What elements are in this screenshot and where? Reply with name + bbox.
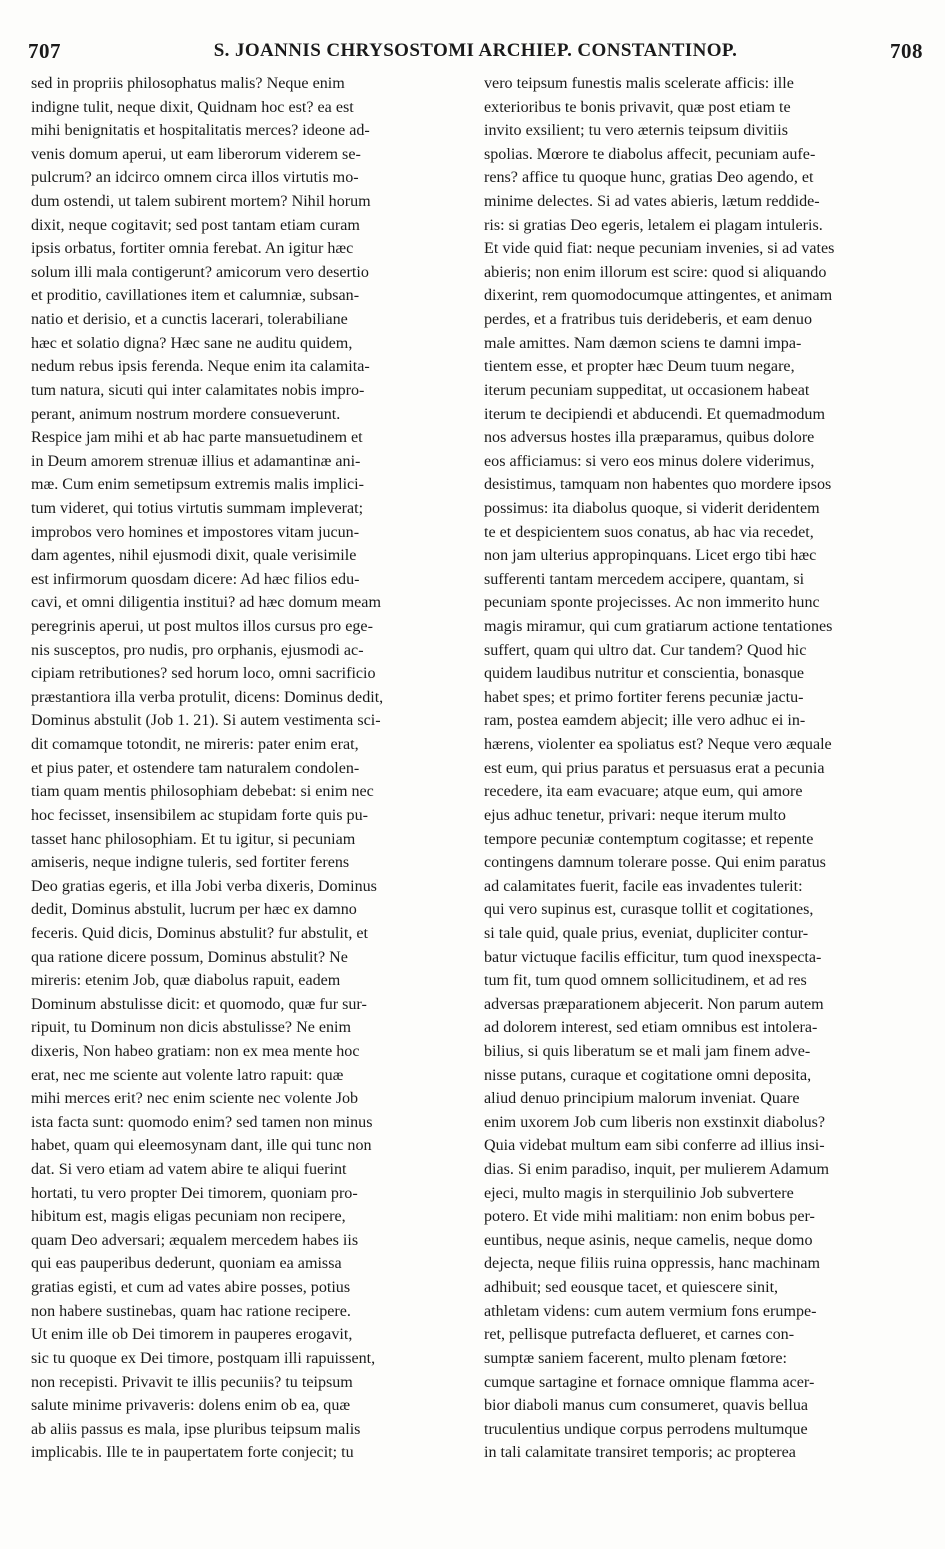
- text-line: qua ratione dicere possum, Dominus abstulit? Ne: [31, 948, 348, 966]
- page-header: [28, 36, 923, 66]
- text-line: erat, nec me sciente aut volente latro rapuit: quæ: [31, 1066, 344, 1084]
- text-line: nedum rebus ipsis ferenda. Neque enim ita calamita-: [31, 358, 370, 376]
- text-line: truculentius undique corpus perrodens multumque: [484, 1420, 808, 1438]
- text-line: tum fit, tum quod omnem sollicitudinem, et ad res: [484, 972, 807, 990]
- text-line: non habere sustinebas, quam hac ratione recipere.: [31, 1302, 351, 1320]
- text-line: Et vide quid fiat: neque pecuniam invenies, si ad vates: [484, 240, 835, 258]
- text-line: solum illi mala contigerunt? amicorum vero desertio: [31, 263, 369, 281]
- text-line: dum ostendi, ut talem subirent mortem? Nihil horum: [31, 193, 371, 211]
- running-title: S. JOANNIS CHRYSOSTOMI ARCHIEP. CONSTANTINOP.: [213, 40, 738, 61]
- text-line: adversas præparationem abjecerit. Non parum autem: [484, 995, 824, 1013]
- text-line: bior diaboli manus cum consumeret, quavis bellua: [484, 1397, 809, 1415]
- text-line: tientem esse, et propter hæc Deum tuum negare,: [484, 358, 795, 376]
- text-line: exterioribus te bonis privavit, quæ post etiam te: [484, 98, 791, 116]
- text-line: cipiam retributiones? sed horum loco, omni sacrificio: [31, 665, 376, 683]
- right-page-number: 708: [890, 38, 923, 63]
- text-line: Dominum abstulisse dicit: et quomodo, quæ fur sur-: [31, 995, 367, 1013]
- text-line: qui eas pauperibus dederunt, quoniam ea amissa: [31, 1255, 342, 1273]
- text-line: ejus adhuc tenetur, privari: neque iterum multo: [484, 806, 786, 824]
- text-line: possimus: ita diabolus quoque, si viderit deridentem: [484, 499, 820, 517]
- text-line: desistimus, tamquam non habentes quo mordere ipsos: [484, 476, 832, 494]
- text-line: venis domum aperui, ut eam liberorum viderem se-: [31, 145, 361, 163]
- text-line: dat. Si vero etiam ad vatem abire te aliqui fuerint: [31, 1161, 347, 1179]
- text-line: et proditio, cavillationes item et calumniæ, subsan-: [31, 287, 360, 305]
- text-line: gratias egisti, et cum ad vates abire posses, potius: [31, 1279, 351, 1297]
- text-line: hærens, violenter ea spoliatus est? Neque vero æquale: [484, 736, 832, 754]
- text-line: suffert, quam qui ultro dat. Cur tandem? Quod hic: [484, 641, 807, 659]
- text-line: sed in propriis philosophatus malis? Neque enim: [31, 75, 345, 92]
- text-line: potero. Et vide mihi malitiam: non enim bobus per-: [484, 1208, 815, 1226]
- text-line: sumptæ saniem facerent, multo plenam fœtore:: [484, 1349, 788, 1367]
- text-line: eos afficiamus: si vero eos minus dolere viderimus,: [484, 452, 815, 470]
- text-line: perant, animum nostrum mordere consueverunt.: [31, 405, 341, 423]
- text-line: salute minime privaveris: dolens enim ob ea, quæ: [31, 1397, 351, 1415]
- text-line: tiam quam mentis philosophiam debebat: si enim nec: [31, 783, 374, 801]
- text-line: spolias. Mœrore te diabolus affecit, pecuniam aufe-: [484, 145, 816, 163]
- text-line: hoc fecisset, insensibilem ac stupidam forte quis pu-: [31, 806, 368, 824]
- text-line: improbos vero homines et impostores vitam jucun-: [31, 523, 360, 541]
- left-text-column: [31, 72, 453, 1465]
- text-line: ret, pellisque putrefacta deflueret, et carnes con-: [484, 1326, 795, 1344]
- text-line: adhibuit; sed eousque tacet, et quiescere sinit,: [484, 1279, 779, 1297]
- text-line: vero teipsum funestis malis scelerate afficis: ille: [484, 75, 794, 92]
- text-line: tum natura, sicuti qui inter calamitates nobis impro-: [31, 381, 365, 399]
- text-line: ista facta sunt: quomodo enim? sed tamen non minus: [31, 1113, 373, 1131]
- text-line: euntibus, neque asinis, neque camelis, neque domo: [484, 1231, 813, 1249]
- text-line: hibitum est, magis eligas pecuniam non recipere,: [31, 1208, 346, 1226]
- text-line: nisse putans, curaque et cogitatione omni deposita,: [484, 1066, 812, 1084]
- text-line: cumque sartagine et fornace omnique flamma acer-: [484, 1373, 815, 1391]
- text-line: sic tu quoque ex Dei timore, postquam illi rapuissent,: [31, 1349, 376, 1367]
- text-line: athletam videns: cum autem vermium fons erumpe-: [484, 1302, 817, 1320]
- text-line: Deo gratias egeris, et illa Jobi verba dixeris, Dominus: [31, 877, 377, 895]
- right-text-column: [484, 72, 904, 1465]
- text-line: indigne tulit, neque dixit, Quidnam hoc est? ea est: [31, 98, 354, 116]
- text-line: hæc et solatio digna? Hæc sane ne auditu quidem,: [31, 334, 353, 352]
- text-line: feceris. Quid dicis, Dominus abstulit? fur abstulit, et: [31, 924, 369, 942]
- text-line: dixerint, rem quomodocumque attingentes, et animam: [484, 287, 833, 305]
- column-gutter: [464, 78, 465, 1518]
- text-line: natio et derisio, et a cunctis lacerari, tolerabiliane: [31, 311, 348, 329]
- text-line: ejeci, multo magis in sterquilinio Job subvertere: [484, 1184, 794, 1202]
- text-line: dixit, neque cogitavit; sed post tantam etiam curam: [31, 216, 360, 234]
- text-line: nos adversus hostes illa præparamus, quibus dolore: [484, 429, 815, 447]
- text-line: quidem laudibus nutritur et conscientia, bonasque: [484, 665, 805, 683]
- text-line: amiseris, neque indigne tuleris, sed fortiter ferens: [31, 854, 350, 872]
- text-line: dam agentes, nihil ejusmodi dixit, quale verisimile: [31, 547, 357, 565]
- text-line: tum videret, qui totius virtutis summam impleverat;: [31, 499, 364, 517]
- text-line: mihi benignitatis et hospitalitatis merces? ideone ad-: [31, 122, 370, 140]
- text-line: in Deum amorem strenuæ illius et adamantinæ ani-: [31, 452, 361, 470]
- text-line: præstantiora illa verba protulit, dicens: Dominus dedit,: [31, 688, 384, 706]
- text-line: et pius pater, et ostendere tam naturalem condolen-: [31, 759, 360, 777]
- text-line: Dominus abstulit (Job 1. 21). Si autem vestimenta sci-: [31, 712, 381, 730]
- text-line: ris: si gratias Deo egeris, letalem ei plagam intuleris.: [484, 216, 823, 234]
- text-line: pulcrum? an idcirco omnem circa illos virtutis mo-: [31, 169, 359, 187]
- left-page-number: 707: [28, 38, 61, 63]
- text-line: sufferenti tantam mercedem accipere, quantam, si: [484, 570, 805, 588]
- text-line: iterum te decipiendi et abducendi. Et quemadmodum: [484, 405, 825, 423]
- text-line: quam Deo adversari; æqualem mercedem habes iis: [31, 1231, 359, 1249]
- text-line: minime delectes. Si ad vates abieris, lætum reddide-: [484, 193, 820, 211]
- text-line: magis miramur, qui cum gratiarum actione tentationes: [484, 618, 833, 636]
- text-line: ad dolorem interest, sed etiam omnibus est intolera-: [484, 1019, 818, 1037]
- text-line: invito exsilient; tu vero æternis teipsum divitiis: [484, 122, 788, 140]
- text-line: dias. Si enim paradiso, inquit, per mulierem Adamum: [484, 1161, 830, 1179]
- text-line: ad calamitates fuerit, facile eas invadentes tulerit:: [484, 877, 803, 895]
- text-line: iterum pecuniam suppeditat, ut occasionem habeat: [484, 381, 810, 399]
- text-line: contingens damnum tolerare posse. Qui enim paratus: [484, 854, 826, 872]
- text-line: perdes, et a fratribus tuis derideberis, et eam denuo: [484, 311, 813, 329]
- text-line: dejecta, neque filiis ruina oppressis, hanc machinam: [484, 1255, 821, 1273]
- text-line: bilius, si quis liberatum se et mali jam finem adve-: [484, 1042, 811, 1060]
- text-line: non jam ulterius appropinquans. Licet ergo tibi hæc: [484, 547, 817, 565]
- text-line: nis susceptos, pro nudis, pro orphanis, ejusmodi ac-: [31, 641, 364, 659]
- text-line: enim uxorem Job cum liberis non exstinxit diabolus?: [484, 1113, 826, 1131]
- text-line: Ut enim ille ob Dei timorem in pauperes erogavit,: [31, 1326, 353, 1344]
- text-line: Respice jam mihi et ab hac parte mansuetudinem et: [31, 429, 363, 447]
- text-line: Quia videbat multum eam sibi conferre ad illius insi-: [484, 1137, 825, 1155]
- text-line: ripuit, tu Dominum non dicis abstulisse? Ne enim: [31, 1019, 352, 1037]
- text-line: qui vero supinus est, curasque tollit et cogitationes,: [484, 901, 814, 919]
- text-line: abieris; non enim illorum est scire: quod si aliquando: [484, 263, 827, 281]
- text-line: tempore pecuniæ contemptum cogitasse; et repente: [484, 830, 814, 848]
- text-line: habet spes; et primo fortiter ferens pecuniæ jactu-: [484, 688, 804, 706]
- text-line: dit comamque totondit, ne mireris: pater enim erat,: [31, 736, 359, 754]
- text-line: hortati, tu vero propter Dei timorem, quoniam pro-: [31, 1184, 358, 1202]
- text-line: in tali calamitate transiret temporis; ac propterea: [484, 1444, 796, 1462]
- text-line: ipsis orbatus, fortiter omnia ferebat. An igitur hæc: [31, 240, 354, 258]
- text-line: ram, postea eamdem abjecit; ille vero adhuc ei in-: [484, 712, 806, 730]
- text-line: mihi merces erit? nec enim sciente nec volente Job: [31, 1090, 359, 1108]
- text-line: tasset hanc philosophiam. Et tu igitur, si pecuniam: [31, 830, 356, 848]
- text-line: implicabis. Ille te in paupertatem forte conjecit; tu: [31, 1444, 354, 1462]
- text-line: aliud denuo principium malorum inveniat. Quare: [484, 1090, 800, 1108]
- text-line: habet, quam qui eleemosynam dant, ille qui tunc non: [31, 1137, 372, 1155]
- text-line: te et despicientem suos conatus, ab hac via recedet,: [484, 523, 814, 541]
- text-line: mæ. Cum enim semetipsum extremis malis implici-: [31, 476, 365, 494]
- text-line: est eum, qui prius paratus et persuasus erat a pecunia: [484, 759, 825, 777]
- text-line: dedit, Dominus abstulit, lucrum per hæc ex damno: [31, 901, 357, 919]
- text-line: recedere, ita eam evacuare; atque eum, qui amore: [484, 783, 803, 801]
- text-line: rens? affice tu quoque hunc, gratias Deo agendo, et: [484, 169, 814, 187]
- text-line: peregrinis aperui, ut post multos illos cursus pro ege-: [31, 618, 373, 636]
- text-line: non recepisti. Privavit te illis pecuniis? tu teipsum: [31, 1373, 353, 1391]
- text-line: cavi, et omni diligentia institui? ad hæc domum meam: [31, 594, 381, 612]
- text-line: si tale quid, quale prius, eveniat, dupliciter contur-: [484, 924, 809, 942]
- text-line: mireris: etenim Job, quæ diabolus rapuit, eadem: [31, 972, 341, 990]
- text-line: est infirmorum quosdam dicere: Ad hæc filios edu-: [31, 570, 360, 588]
- text-line: ab aliis passus es mala, ipse pluribus teipsum malis: [31, 1420, 361, 1438]
- text-line: batur victuque facilis efficitur, tum quod inexspecta-: [484, 948, 822, 966]
- text-line: male amittes. Nam dæmon sciens te damni impa-: [484, 334, 802, 352]
- text-line: pecuniam sponte projecisses. Ac non immerito hunc: [484, 594, 820, 612]
- text-line: dixeris, Non habeo gratiam: non ex mea mente hoc: [31, 1042, 360, 1060]
